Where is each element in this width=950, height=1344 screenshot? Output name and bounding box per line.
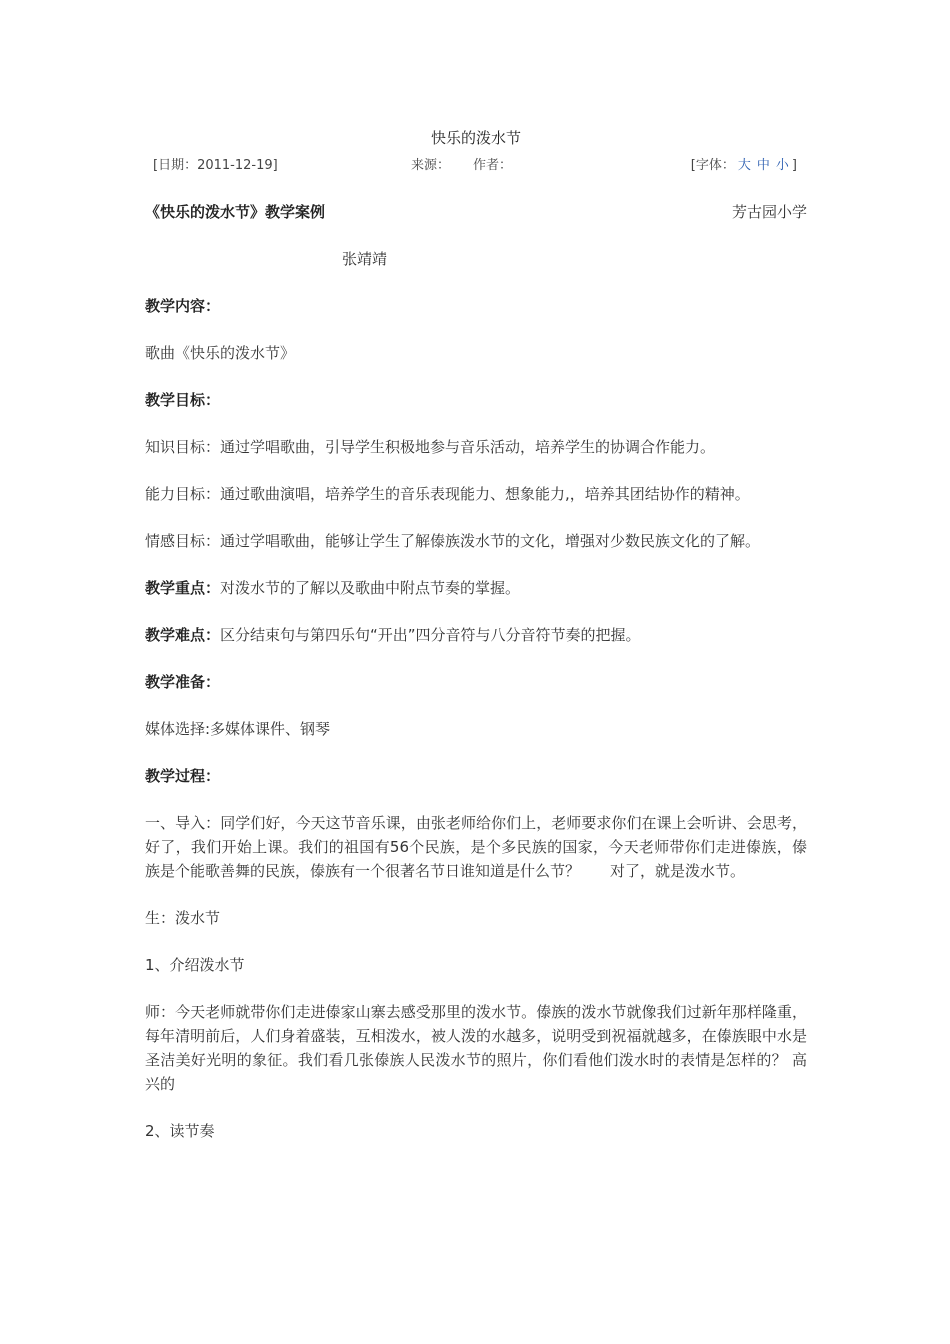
goals-heading: 教学目标： — [145, 391, 221, 409]
teacher-paragraph: 师：今天老师就带你们走进傣家山寨去感受那里的泼水节。傣族的泼水节就像我们过新年那样隆重，每年清明前后，人们身着盛装，互相泼水，被人泼的水越多，说明受到祝福就越多，在傣族眼中水是圣洁美好光明的象征。我们看几张傣族人民泼水节的照片，你们看他们泼水时的表情是怎样的？ 高兴的 — [145, 1003, 807, 1093]
goal-ability: 能力目标：通过歌曲演唱，培养学生的音乐表现能力、想象能力,，培养其团结协作的精神。 — [145, 485, 750, 503]
article-body — [145, 200, 807, 1166]
font-size-switcher — [691, 154, 797, 173]
font-small-link[interactable]: 小 — [775, 158, 789, 173]
author-label: 作者： — [473, 158, 513, 173]
process-heading: 教学过程： — [145, 767, 221, 785]
publish-date: [日期：2011-12-19] — [153, 158, 278, 173]
font-medium-link[interactable]: 中 — [756, 158, 770, 173]
content-text: 歌曲《快乐的泼水节》 — [145, 344, 296, 362]
difficulty-text: 区分结束句与第四乐句“开出”四分音符与八分音符节奏的把握。 — [220, 626, 641, 644]
key-points — [145, 576, 807, 600]
school-name: 芳古园小学 — [731, 203, 807, 221]
goal-knowledge: 知识目标：通过学唱歌曲，引导学生积极地参与音乐活动，培养学生的协调合作能力。 — [145, 438, 716, 456]
intro-paragraph: 一、导入：同学们好，今天这节音乐课，由张老师给你们上，老师要求你们在课上会听讲、会思考，好了，我们开始上课。我们的祖国有56个民族，是个多民族的国家，今天老师带你们走进傣族，傣族是个能歌善舞的民族，傣族有一个很著名节日谁知道是什么节？ 对了，就是泼水节。 — [145, 814, 807, 880]
font-large-link[interactable]: 大 — [737, 158, 751, 173]
teacher-name: 张靖靖 — [342, 250, 388, 268]
case-title-row — [145, 200, 807, 224]
difficulty-heading: 教学难点： — [145, 626, 221, 644]
page-title: 快乐的泼水节 — [430, 129, 521, 147]
student-answer: 生：泼水节 — [145, 909, 221, 927]
font-size-prefix: [字体： — [690, 158, 735, 173]
font-size-suffix: ] — [791, 158, 797, 173]
source-label: 来源： — [411, 158, 451, 173]
difficulty-points — [145, 623, 807, 647]
key-heading: 教学重点： — [145, 579, 221, 597]
article-meta — [145, 154, 807, 174]
step-1: 1、介绍泼水节 — [145, 956, 245, 974]
content-heading: 教学内容： — [145, 297, 221, 315]
prep-text: 媒体选择:多媒体课件、钢琴 — [145, 720, 331, 738]
prep-heading: 教学准备： — [145, 673, 221, 691]
case-title: 《快乐的泼水节》教学案例 — [145, 203, 326, 221]
key-text: 对泼水节的了解以及歌曲中附点节奏的掌握。 — [220, 579, 521, 597]
goal-emotion: 情感目标：通过学唱歌曲，能够让学生了解傣族泼水节的文化，增强对少数民族文化的了解。 — [145, 532, 761, 550]
step-2: 2、读节奏 — [145, 1122, 215, 1140]
